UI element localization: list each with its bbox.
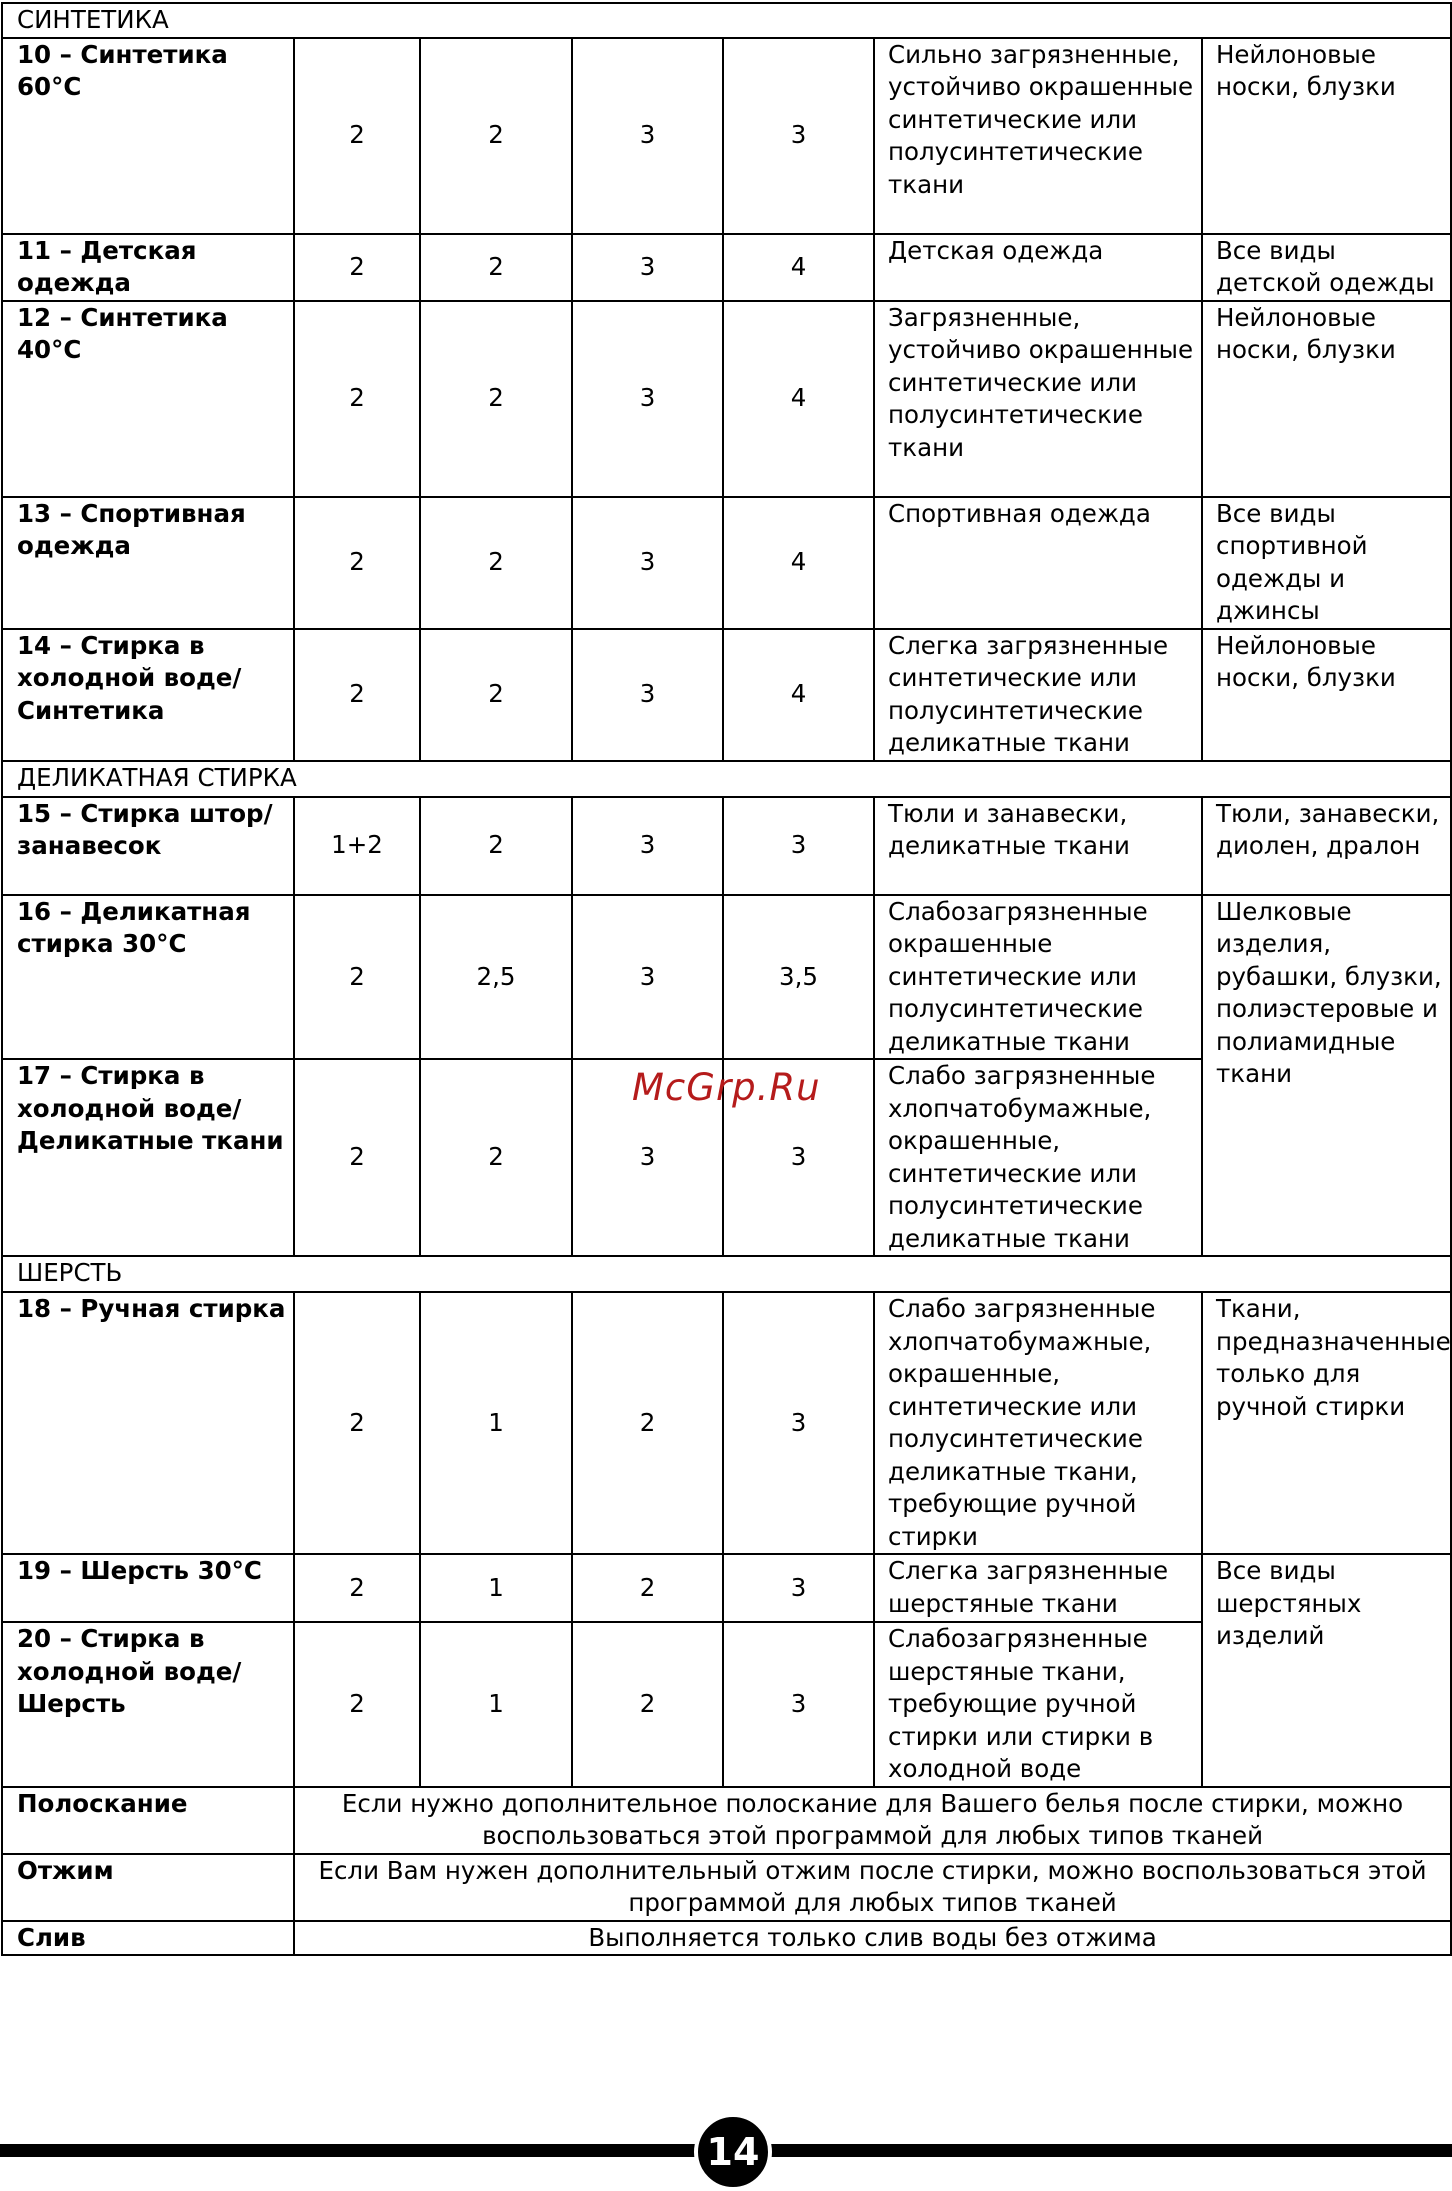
program-name: Отжим [2, 1854, 294, 1921]
value-cell: 2 [294, 1059, 420, 1256]
program-name: 13 – Спортивная одежда [2, 497, 294, 629]
section-header-delicate: ДЕЛИКАТНАЯ СТИРКА [2, 761, 1451, 797]
fabric-examples: Нейлоновые носки, блузки [1202, 629, 1451, 761]
fabric-examples: Нейлоновые носки, блузки [1202, 301, 1451, 497]
value-cell: 3 [572, 629, 723, 761]
value-cell: 2 [294, 497, 420, 629]
value-cell: 3 [572, 1059, 723, 1256]
value-cell: 2 [294, 1622, 420, 1787]
value-cell: 2 [420, 1059, 572, 1256]
table-row [2, 629, 1451, 761]
fabric-examples: Шелковые изделия, рубашки, блузки, полиэстеровые и полиамидные ткани [1202, 895, 1451, 1257]
value-cell: 2,5 [420, 895, 572, 1060]
value-cell: 3 [572, 38, 723, 234]
value-cell: 2 [420, 301, 572, 497]
table-row [2, 234, 1451, 301]
fabric-description: Тюли и занавески, деликатные ткани [874, 797, 1202, 895]
value-cell: 2 [420, 38, 572, 234]
value-cell: 2 [294, 234, 420, 301]
program-name: 14 – Стирка в холодной воде/Синтетика [2, 629, 294, 761]
page-number: 14 [694, 2113, 772, 2191]
fabric-description: Слегка загрязненные синтетические или полусинтетические деликатные ткани [874, 629, 1202, 761]
watermark: McGrp.Ru [632, 1066, 821, 1109]
value-cell: 3 [723, 797, 874, 895]
value-cell: 4 [723, 301, 874, 497]
value-cell: 2 [294, 1292, 420, 1554]
value-cell: 3,5 [723, 895, 874, 1060]
value-cell: 2 [572, 1292, 723, 1554]
value-cell: 2 [572, 1622, 723, 1787]
value-cell: 2 [294, 1554, 420, 1622]
table-row [2, 301, 1451, 497]
fabric-description: Слабо загрязненные хлопчатобумажные, окрашенные, синтетические или полусинтетические деликатные ткани, требующие ручной стирки [874, 1292, 1202, 1554]
program-name: 12 – Синтетика 40°C [2, 301, 294, 497]
table-row [2, 1787, 1451, 1854]
fabric-description: Спортивная одежда [874, 497, 1202, 629]
section-header-wool: ШЕРСТЬ [2, 1256, 1451, 1292]
program-name: 19 – Шерсть 30°C [2, 1554, 294, 1622]
programs-table [1, 2, 1452, 1956]
value-cell: 2 [420, 497, 572, 629]
program-description: Если нужно дополнительное полоскание для Вашего белья после стирки, можно воспользоваться этой программой для любых типов тканей [294, 1787, 1451, 1854]
value-cell: 2 [572, 1554, 723, 1622]
program-name: 10 – Синтетика 60°C [2, 38, 294, 234]
fabric-description: Слабозагрязненные шерстяные ткани, требующие ручной стирки или стирки в холодной воде [874, 1622, 1202, 1787]
fabric-description: Детская одежда [874, 234, 1202, 301]
table-row [2, 1921, 1451, 1956]
fabric-examples: Нейлоновые носки, блузки [1202, 38, 1451, 234]
table-row [2, 797, 1451, 895]
value-cell: 2 [294, 301, 420, 497]
fabric-description: Слабо загрязненные хлопчатобумажные, окрашенные, синтетические или полусинтетические деликатные ткани [874, 1059, 1202, 1256]
program-name: 11 – Детская одежда [2, 234, 294, 301]
value-cell: 3 [572, 301, 723, 497]
fabric-description: Сильно загрязненные, устойчиво окрашенные синтетические или полусинтетические ткани [874, 38, 1202, 234]
program-name: Слив [2, 1921, 294, 1956]
fabric-description: Слабозагрязненные окрашенные синтетические или полусинтетические деликатные ткани [874, 895, 1202, 1060]
section-header-synthetics: СИНТЕТИКА [2, 3, 1451, 38]
fabric-description: Загрязненные, устойчиво окрашенные синтетические или полусинтетические ткани [874, 301, 1202, 497]
fabric-description: Слегка загрязненные шерстяные ткани [874, 1554, 1202, 1622]
value-cell: 1+2 [294, 797, 420, 895]
value-cell: 3 [572, 895, 723, 1060]
program-name: 15 – Стирка штор/занавесок [2, 797, 294, 895]
table-row [2, 1292, 1451, 1554]
value-cell: 3 [723, 1554, 874, 1622]
value-cell: 4 [723, 234, 874, 301]
program-name: Полоскание [2, 1787, 294, 1854]
value-cell: 1 [420, 1622, 572, 1787]
program-description: Если Вам нужен дополнительный отжим после стирки, можно воспользоваться этой программой для любых типов тканей [294, 1854, 1451, 1921]
program-name: 16 – Деликатная стирка 30°C [2, 895, 294, 1060]
value-cell: 2 [420, 234, 572, 301]
program-name: 18 – Ручная стирка [2, 1292, 294, 1554]
table-row [2, 497, 1451, 629]
fabric-examples: Все виды детской одежды [1202, 234, 1451, 301]
value-cell: 2 [420, 797, 572, 895]
table-row [2, 1854, 1451, 1921]
value-cell: 3 [572, 797, 723, 895]
table-row [2, 1554, 1451, 1622]
fabric-examples: Все виды шерстяных изделий [1202, 1554, 1451, 1787]
value-cell: 3 [723, 1622, 874, 1787]
value-cell: 2 [294, 895, 420, 1060]
value-cell: 3 [723, 1059, 874, 1256]
value-cell: 1 [420, 1554, 572, 1622]
program-name: 17 – Стирка в холодной воде/Деликатные ткани [2, 1059, 294, 1256]
value-cell: 3 [723, 38, 874, 234]
table-row [2, 38, 1451, 234]
fabric-examples: Ткани, предназначенные только для ручной стирки [1202, 1292, 1451, 1554]
fabric-examples: Тюли, занавески, диолен, дралон [1202, 797, 1451, 895]
value-cell: 2 [294, 629, 420, 761]
value-cell: 2 [420, 629, 572, 761]
value-cell: 2 [294, 38, 420, 234]
value-cell: 4 [723, 629, 874, 761]
table-row [2, 895, 1451, 1060]
fabric-examples: Все виды спортивной одежды и джинсы [1202, 497, 1451, 629]
program-name: 20 – Стирка в холодной воде/Шерсть [2, 1622, 294, 1787]
value-cell: 1 [420, 1292, 572, 1554]
value-cell: 3 [723, 1292, 874, 1554]
value-cell: 3 [572, 234, 723, 301]
value-cell: 3 [572, 497, 723, 629]
program-description: Выполняется только слив воды без отжима [294, 1921, 1451, 1956]
value-cell: 4 [723, 497, 874, 629]
